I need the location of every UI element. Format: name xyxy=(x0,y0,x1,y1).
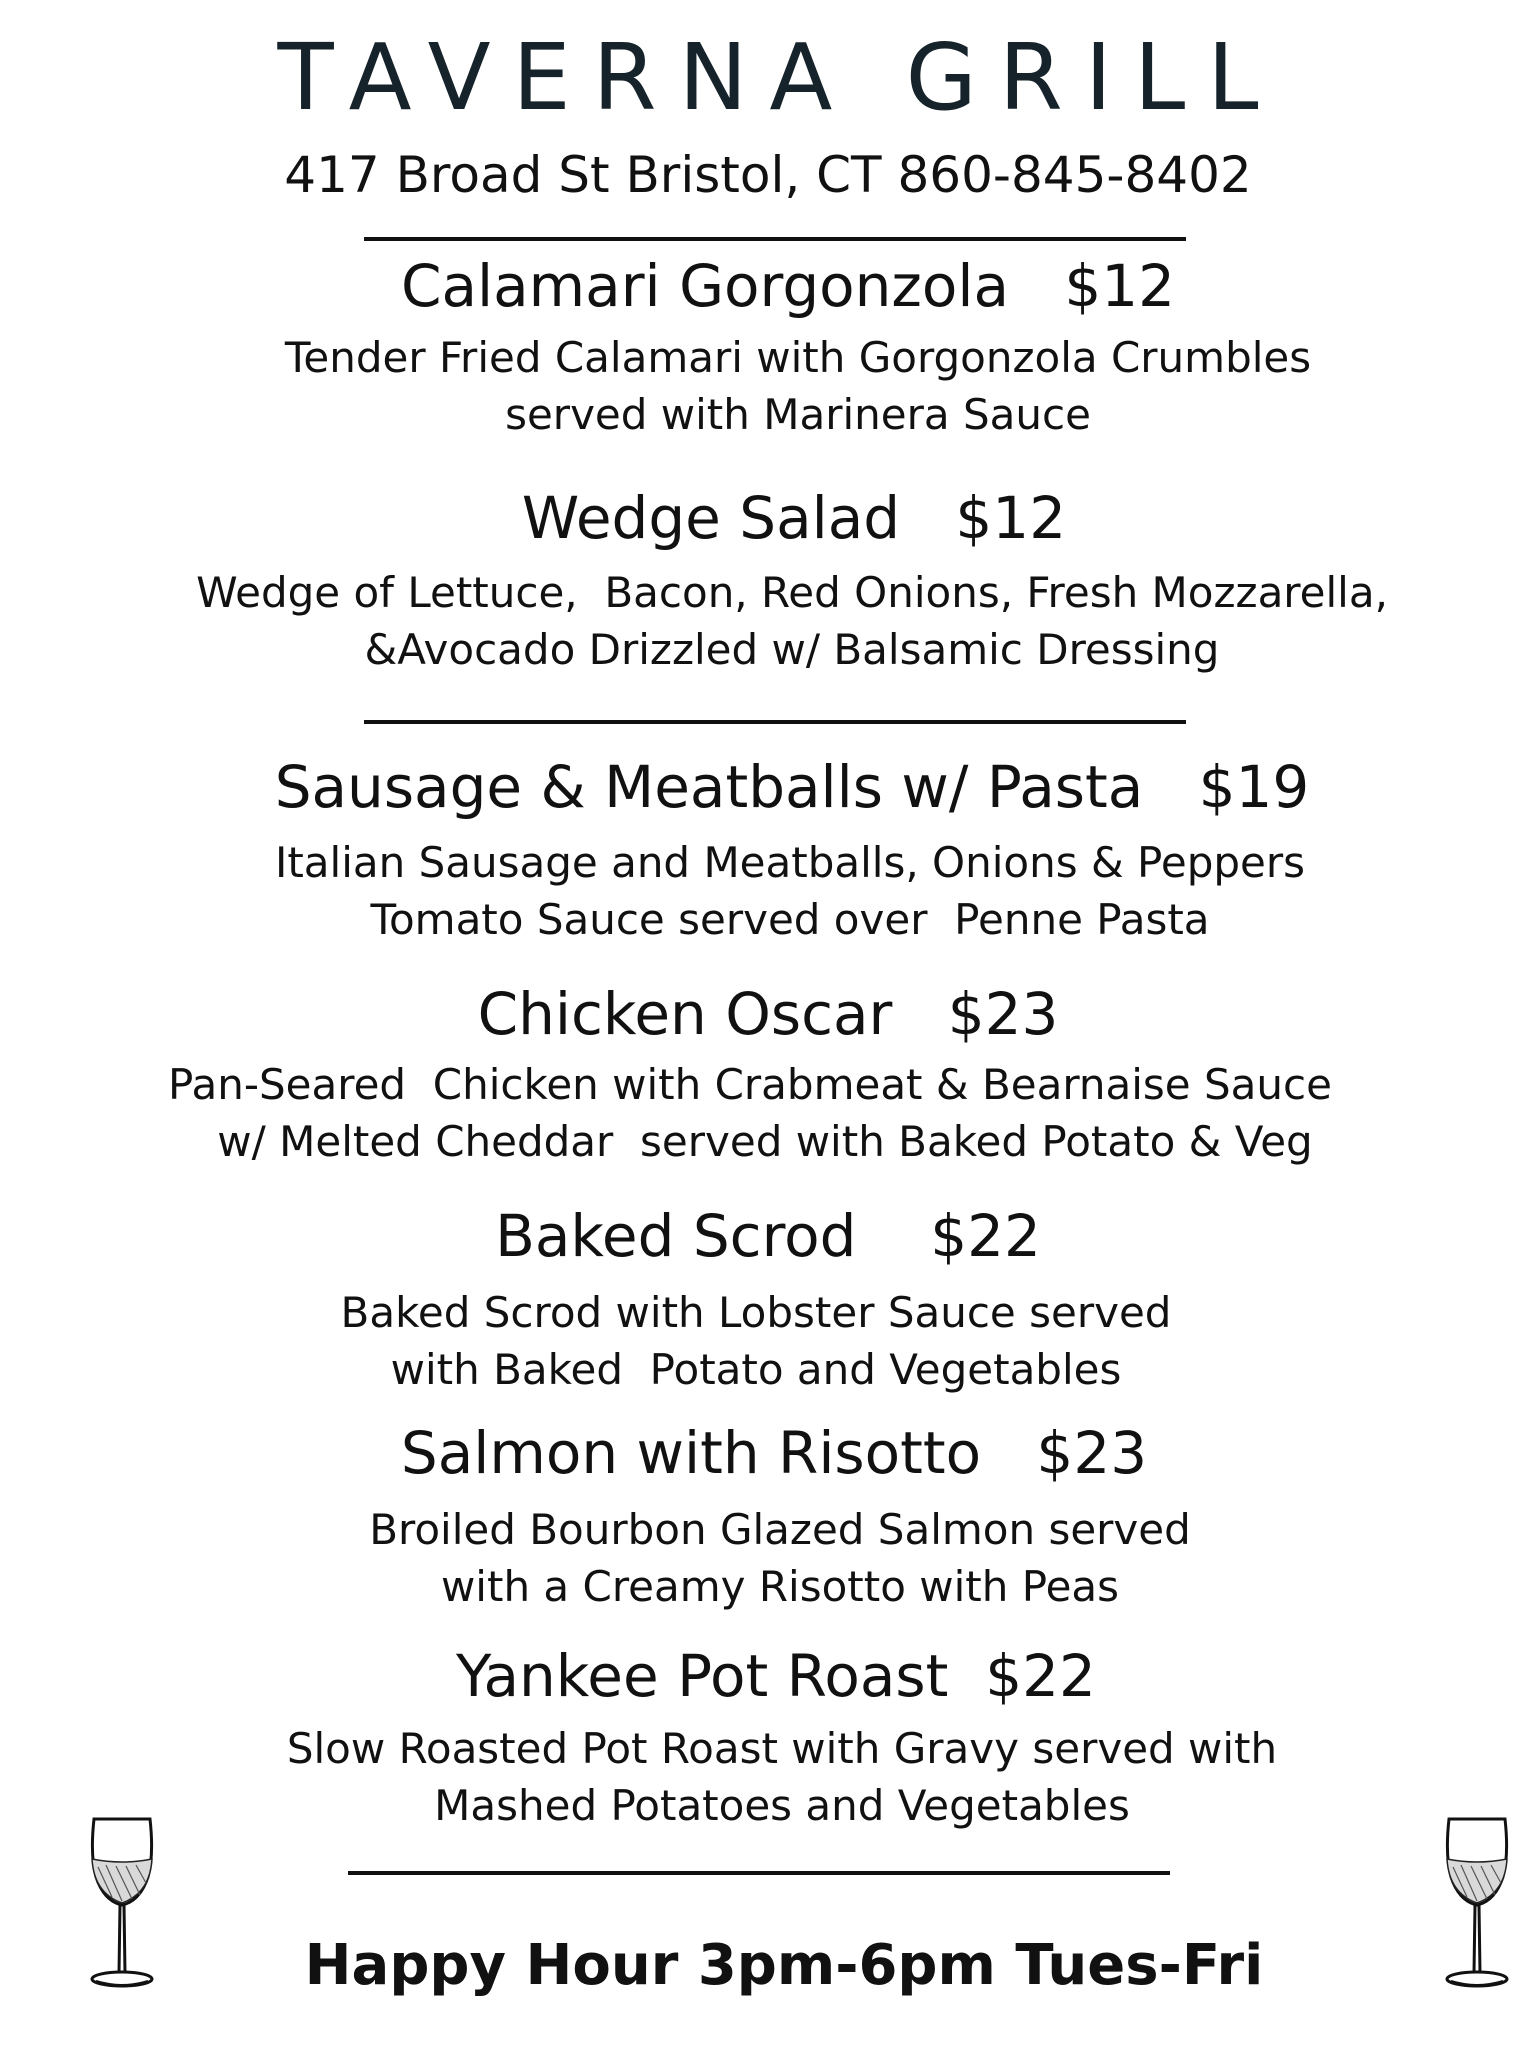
divider xyxy=(364,720,1186,724)
dish-description xyxy=(24,564,1536,678)
divider xyxy=(348,1871,1170,1875)
dish-description-line: Italian Sausage and Meatballs, Onions & Peppers xyxy=(274,838,1306,887)
dish-name: Chicken Oscar $23 xyxy=(477,980,1059,1048)
dish-description-line: with Baked Potato and Vegetables xyxy=(390,1345,1122,1394)
dish-name: Baked Scrod $22 xyxy=(495,1202,1041,1270)
dish-description-line: Wedge of Lettuce, Bacon, Red Onions, Fresh Mozzarella, xyxy=(196,568,1388,617)
dish-description-line: served with Marinera Sauce xyxy=(505,390,1091,439)
dish-description-line: Mashed Potatoes and Vegetables xyxy=(434,1781,1130,1830)
happy-hour: Happy Hour 3pm-6pm Tues-Fri xyxy=(304,1933,1264,1998)
restaurant-address: 417 Broad St Bristol, CT 860-845-8402 xyxy=(284,146,1252,204)
divider xyxy=(364,237,1186,241)
dish-name: Calamari Gorgonzola $12 xyxy=(400,252,1176,320)
dish-description xyxy=(22,834,1536,948)
dish-description-line: Baked Scrod with Lobster Sauce served xyxy=(340,1288,1172,1337)
dish-name: Sausage & Meatballs w/ Pasta $19 xyxy=(274,753,1310,821)
wine-glass-icon xyxy=(82,1815,162,1990)
wine-glass-icon xyxy=(1437,1815,1517,1990)
dish-description-line: Broiled Bourbon Glazed Salmon served xyxy=(369,1505,1191,1554)
restaurant-name: TAVERNA GRILL xyxy=(277,24,1281,131)
dish-name: Yankee Pot Roast $22 xyxy=(456,1642,1096,1710)
dish-description-line: &Avocado Drizzled w/ Balsamic Dressing xyxy=(364,625,1220,674)
dish-description-line: w/ Melted Cheddar served with Baked Potato & Veg xyxy=(217,1117,1313,1166)
dish-description xyxy=(12,1501,1536,1615)
dish-description-line: Slow Roasted Pot Roast with Gravy served with xyxy=(286,1724,1278,1773)
dish-description xyxy=(0,1284,1524,1398)
dish-description-line: Tomato Sauce served over Penne Pasta xyxy=(370,895,1210,944)
dish-description xyxy=(14,1720,1536,1834)
dish-description xyxy=(0,1056,1518,1170)
dish-description xyxy=(30,329,1536,443)
dish-description-line: Pan-Seared Chicken with Crabmeat & Bearnaise Sauce xyxy=(168,1060,1332,1109)
dish-description-line: with a Creamy Risotto with Peas xyxy=(440,1562,1120,1611)
dish-name: Salmon with Risotto $23 xyxy=(400,1419,1148,1487)
dish-name: Wedge Salad $12 xyxy=(521,484,1067,552)
dish-description-line: Tender Fried Calamari with Gorgonzola Crumbles xyxy=(284,333,1312,382)
